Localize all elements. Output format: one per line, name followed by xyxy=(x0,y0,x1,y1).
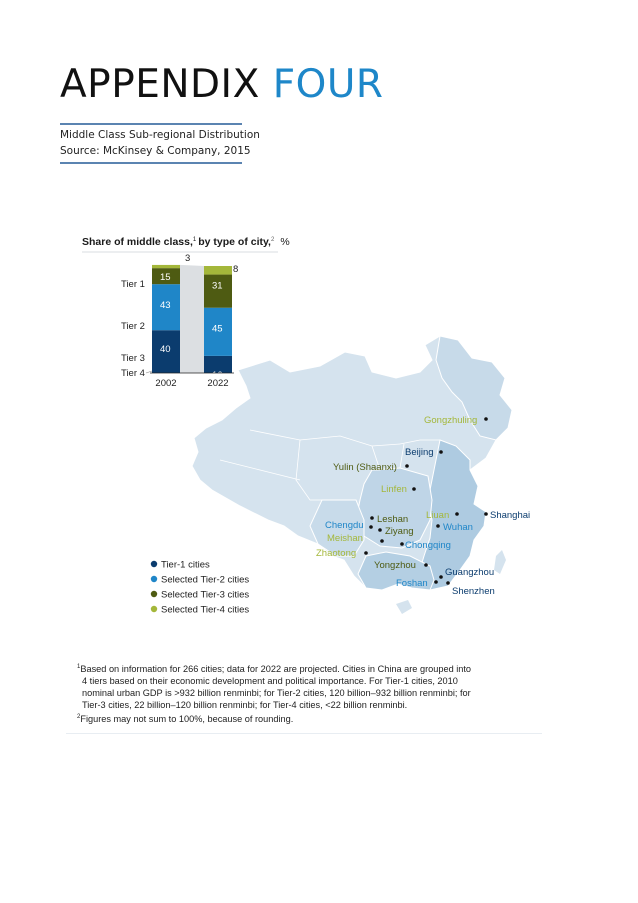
city-marker-guangzhou xyxy=(439,575,443,579)
title-accent: FOUR xyxy=(272,62,384,107)
city-marker-chongqing xyxy=(400,542,404,546)
value-label-2022-tier-3: 31 xyxy=(212,280,223,292)
bar-2002-tier-4 xyxy=(152,265,180,268)
bar-2022-tier-4 xyxy=(204,266,232,275)
bar-connector-band xyxy=(180,265,204,373)
city-label-gongzhuling: Gongzhuling xyxy=(424,415,478,426)
city-label-beijing: Beijing xyxy=(405,447,434,458)
city-label-wuhan: Wuhan xyxy=(443,522,473,533)
subtitle: Middle Class Sub-regional Distribution xyxy=(60,129,260,141)
city-marker-linfen xyxy=(412,487,416,491)
city-label-guangzhou: Guangzhou xyxy=(445,567,495,578)
footnote-1-line-3 xyxy=(77,687,547,699)
city-label-chongqing: Chongqing xyxy=(405,540,451,551)
legend-swatch-2 xyxy=(151,576,157,582)
city-marker-gongzhuling xyxy=(484,417,488,421)
footnote-1-text-3: nominal urban GDP is >932 billion renminbi; for Tier-2 cities, 120 billion–932 billion renminbi; for xyxy=(82,688,471,699)
city-marker-wuhan xyxy=(436,524,440,528)
stacked-bar-chart xyxy=(121,253,238,389)
city-marker-yulin-shaanxi xyxy=(405,464,409,468)
city-label-foshan: Foshan xyxy=(396,578,428,589)
city-marker-leshan xyxy=(370,516,374,520)
series-label-tier-3: Tier 3 xyxy=(121,353,145,364)
footnotes xyxy=(77,661,547,725)
city-label-leshan: Leshan xyxy=(377,514,409,525)
legend-label-2: Selected Tier-2 cities xyxy=(161,574,250,586)
city-label-linfen: Linfen xyxy=(381,484,407,495)
city-marker-chengdu xyxy=(369,525,373,529)
source-line: Source: McKinsey & Company, 2015 xyxy=(60,145,251,157)
city-marker-shanghai xyxy=(484,512,488,516)
figure-heading xyxy=(82,236,290,248)
city-marker-yongzhou xyxy=(424,563,428,567)
city-marker-ziyang xyxy=(378,528,382,532)
city-marker-zhaotong xyxy=(364,551,368,555)
value-label-2022-tier-1: 16 xyxy=(212,369,223,381)
series-label-tier-1: Tier 1 xyxy=(121,279,145,290)
footnote-1-mark: 1 xyxy=(77,664,81,670)
city-label-liuan: Liuan xyxy=(426,510,450,521)
city-marker-foshan xyxy=(434,580,438,584)
footnote-1-text-1: Based on information for 266 cities; data for 2022 are projected. Cities in China are grouped into xyxy=(80,664,472,675)
footnote-1-line-4 xyxy=(77,699,547,711)
city-label-shanghai: Shanghai xyxy=(490,510,531,521)
city-label-meishan: Meishan xyxy=(327,533,363,544)
city-marker-shenzhen xyxy=(446,581,450,585)
figure-heading-mid: by type of city, xyxy=(198,236,271,248)
footnote-2-line-1 xyxy=(77,711,547,725)
city-marker-meishan xyxy=(380,539,384,543)
value-label-2022-tier-2: 45 xyxy=(212,323,223,335)
legend-swatch-1 xyxy=(151,561,157,567)
city-marker-liuan xyxy=(455,512,459,516)
legend-label-3: Selected Tier-3 cities xyxy=(161,589,250,601)
city-label-zhaotong: Zhaotong xyxy=(316,548,357,559)
figure-heading-sup2: 2 xyxy=(270,237,275,243)
city-label-ziyang: Ziyang xyxy=(385,526,414,537)
city-label-yongzhou: Yongzhou xyxy=(374,560,416,571)
value-label-2002-tier-1: 40 xyxy=(160,344,171,356)
footnote-2-mark: 2 xyxy=(77,714,81,721)
legend-swatch-3 xyxy=(151,591,157,597)
bottom-rule xyxy=(66,733,542,734)
legend-label-4: Selected Tier-4 cities xyxy=(161,604,250,616)
figure-heading-sup1: 1 xyxy=(192,237,197,243)
footnote-1-line-1 xyxy=(77,661,547,675)
series-label-tier-2: Tier 2 xyxy=(121,321,145,332)
figure-heading-main: Share of middle class, xyxy=(82,236,193,248)
figure-heading-unit: % xyxy=(280,236,290,248)
hainan-shape xyxy=(396,600,412,614)
series-label-tier-4: Tier 4 xyxy=(121,368,145,379)
legend-label-1: Tier-1 cities xyxy=(161,559,210,571)
city-label-yulin-shaanxi: Yulin (Shaanxi) xyxy=(333,462,397,473)
city-label-shenzhen: Shenzhen xyxy=(452,586,495,597)
title-main: APPENDIX xyxy=(60,62,260,107)
city-marker-beijing xyxy=(439,450,443,454)
legend-swatch-4 xyxy=(151,606,157,612)
footnote-1-line-2 xyxy=(77,675,547,687)
value-label-2002-tier-2: 43 xyxy=(160,300,171,312)
value-label-2022-tier-4: 8 xyxy=(233,264,239,275)
category-label-2002: 2002 xyxy=(155,378,177,389)
footnote-1-text-4: Tier-3 cities, 22 billion–120 billion renminbi; for Tier-4 cities, <22 billion renminbi. xyxy=(82,700,408,711)
footnote-1-text-2: 4 tiers based on their economic development and political importance. For Tier-1 cities, 2010 xyxy=(82,676,458,687)
value-label-2002-tier-3: 15 xyxy=(160,272,171,284)
category-label-2022: 2022 xyxy=(207,378,229,389)
taiwan-shape xyxy=(494,550,506,574)
city-label-chengdu: Chengdu xyxy=(325,520,364,531)
value-label-2002-tier-4: 3 xyxy=(185,252,191,264)
footnote-2-text-1: Figures may not sum to 100%, because of rounding. xyxy=(80,714,294,725)
